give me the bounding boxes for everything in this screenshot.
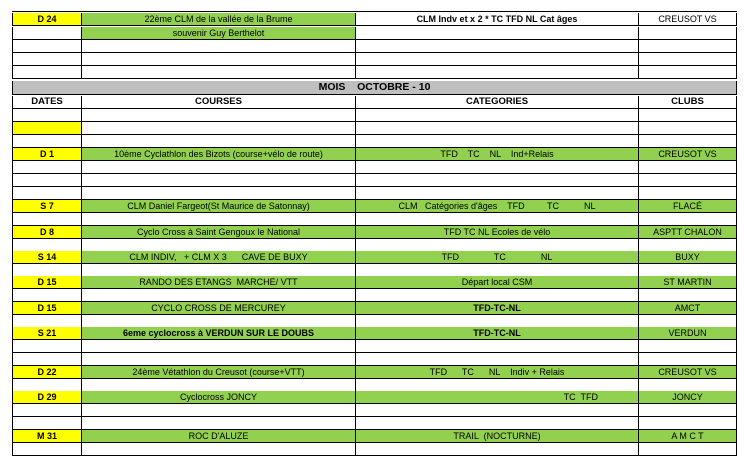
date-cell: S 21 bbox=[12, 327, 82, 340]
table-row bbox=[12, 366, 737, 379]
categories-cell: CLM Indv et x 2 * TC TFD NL Cat âges bbox=[356, 13, 639, 26]
table-row bbox=[12, 13, 737, 26]
header-categories: CATEGORIES bbox=[356, 96, 639, 109]
course-cell: 10ème Cyclathlon des Bizots (course+vélo de route) bbox=[82, 148, 356, 161]
empty-cell bbox=[82, 187, 356, 200]
empty-cell bbox=[639, 161, 737, 174]
empty-cell bbox=[356, 213, 639, 226]
empty-cell bbox=[356, 404, 639, 417]
table-row bbox=[12, 430, 737, 443]
empty-cell bbox=[12, 443, 82, 456]
empty-cell bbox=[639, 213, 737, 226]
club-cell: CREUSOT VS bbox=[639, 366, 737, 379]
empty-cell bbox=[639, 443, 737, 456]
empty-cell bbox=[639, 66, 737, 79]
empty-cell bbox=[12, 40, 82, 53]
date-cell: D 24 bbox=[12, 13, 82, 26]
empty-row bbox=[12, 135, 737, 148]
empty-row bbox=[12, 289, 737, 302]
date-cell: S 7 bbox=[12, 200, 82, 213]
empty-cell bbox=[356, 353, 639, 366]
table-row bbox=[12, 148, 737, 161]
empty-cell bbox=[356, 443, 639, 456]
club-cell: AMCT bbox=[639, 302, 737, 315]
empty-cell bbox=[356, 135, 639, 148]
empty-cell bbox=[12, 289, 82, 302]
categories-cell: TC TFD bbox=[356, 391, 639, 404]
categories-cell: TFD TC NL Ecoles de vélo bbox=[356, 226, 639, 239]
table-row bbox=[12, 200, 737, 213]
date-cell: D 1 bbox=[12, 148, 82, 161]
empty-cell bbox=[356, 340, 639, 353]
empty-cell bbox=[639, 187, 737, 200]
empty-cell bbox=[356, 187, 639, 200]
empty-row bbox=[12, 66, 737, 79]
empty-cell bbox=[82, 135, 356, 148]
header-dates: DATES bbox=[12, 96, 82, 109]
categories-cell: TFD-TC-NL bbox=[356, 327, 639, 340]
date-cell bbox=[12, 27, 82, 40]
empty-row bbox=[12, 404, 737, 417]
empty-cell bbox=[12, 109, 82, 122]
club-cell: A M C T bbox=[639, 430, 737, 443]
date-cell: M 31 bbox=[12, 430, 82, 443]
empty-cell bbox=[82, 353, 356, 366]
empty-cell bbox=[639, 109, 737, 122]
empty-cell bbox=[12, 135, 82, 148]
course-cell: Cyclo Cross à Saint Gengoux le National bbox=[82, 226, 356, 239]
empty-cell bbox=[12, 187, 82, 200]
empty-cell bbox=[356, 66, 639, 79]
categories-cell: TFD TC NL Ind+Relais bbox=[356, 148, 639, 161]
month-title: MOIS OCTOBRE - 10 bbox=[12, 81, 737, 95]
empty-row bbox=[12, 213, 737, 226]
club-cell: BUXY bbox=[639, 251, 737, 264]
empty-cell bbox=[12, 66, 82, 79]
categories-cell: CLM Catégories d'âges TFD TC NL bbox=[356, 200, 639, 213]
empty-cell bbox=[639, 174, 737, 187]
header-courses: COURSES bbox=[82, 96, 356, 109]
empty-cell bbox=[82, 40, 356, 53]
club-cell: ASPTT CHALON bbox=[639, 226, 737, 239]
empty-cell bbox=[356, 174, 639, 187]
empty-cell bbox=[82, 340, 356, 353]
header-clubs: CLUBS bbox=[639, 96, 737, 109]
empty-cell bbox=[639, 404, 737, 417]
course-cell: Cyclocross JONCY bbox=[82, 391, 356, 404]
empty-cell bbox=[639, 135, 737, 148]
categories-cell: Départ local CSM bbox=[356, 276, 639, 289]
month-row bbox=[12, 81, 737, 94]
empty-cell bbox=[356, 417, 639, 430]
empty-cell bbox=[356, 109, 639, 122]
empty-cell bbox=[82, 53, 356, 66]
club-cell bbox=[639, 27, 737, 40]
empty-row bbox=[12, 109, 737, 122]
header-row bbox=[12, 96, 737, 109]
course-cell: RANDO DES ETANGS MARCHE/ VTT bbox=[82, 276, 356, 289]
course-cell: souvenir Guy Berthelot bbox=[82, 27, 356, 40]
empty-cell bbox=[12, 174, 82, 187]
empty-cell bbox=[12, 353, 82, 366]
empty-cell bbox=[356, 53, 639, 66]
categories-cell bbox=[356, 27, 639, 40]
table-row bbox=[12, 226, 737, 239]
empty-cell bbox=[356, 161, 639, 174]
empty-cell bbox=[82, 122, 356, 135]
table-row bbox=[12, 391, 737, 404]
empty-cell bbox=[356, 289, 639, 302]
course-cell: CLM INDIV, + CLM X 3 CAVE DE BUXY bbox=[82, 251, 356, 264]
table-row bbox=[12, 302, 737, 315]
empty-cell bbox=[12, 417, 82, 430]
course-cell: 22ème CLM de la vallée de la Brume bbox=[82, 13, 356, 26]
club-cell: FLACÉ bbox=[639, 200, 737, 213]
empty-row bbox=[12, 122, 737, 135]
empty-cell bbox=[82, 213, 356, 226]
date-cell: D 22 bbox=[12, 366, 82, 379]
empty-row bbox=[12, 40, 737, 53]
empty-cell bbox=[639, 40, 737, 53]
date-cell: D 8 bbox=[12, 226, 82, 239]
categories-cell: TFD-TC-NL bbox=[356, 302, 639, 315]
empty-cell bbox=[639, 53, 737, 66]
course-cell: 24ème Vétathlon du Creusot (course+VTT) bbox=[82, 366, 356, 379]
top-border bbox=[12, 11, 737, 12]
empty-cell bbox=[12, 213, 82, 226]
club-cell: CREUSOT VS bbox=[639, 148, 737, 161]
empty-cell bbox=[639, 289, 737, 302]
empty-row bbox=[12, 340, 737, 353]
date-cell: D 15 bbox=[12, 276, 82, 289]
empty-cell bbox=[82, 404, 356, 417]
course-cell: CYCLO CROSS DE MERCUREY bbox=[82, 302, 356, 315]
categories-cell: TRAIL (NOCTURNE) bbox=[356, 430, 639, 443]
empty-cell bbox=[82, 161, 356, 174]
club-cell: JONCY bbox=[639, 391, 737, 404]
empty-cell bbox=[82, 109, 356, 122]
empty-row bbox=[12, 53, 737, 66]
course-cell: ROC D'ALUZE bbox=[82, 430, 356, 443]
empty-cell bbox=[356, 122, 639, 135]
empty-cell bbox=[639, 417, 737, 430]
empty-cell bbox=[639, 340, 737, 353]
empty-row bbox=[12, 174, 737, 187]
empty-cell bbox=[12, 161, 82, 174]
date-cell: D 15 bbox=[12, 302, 82, 315]
empty-row bbox=[12, 161, 737, 174]
empty-cell bbox=[639, 353, 737, 366]
date-cell: D 29 bbox=[12, 391, 82, 404]
empty-row bbox=[12, 443, 737, 456]
empty-cell bbox=[82, 174, 356, 187]
club-cell: ST MARTIN bbox=[639, 276, 737, 289]
date-cell: S 14 bbox=[12, 251, 82, 264]
empty-row bbox=[12, 353, 737, 366]
empty-cell bbox=[82, 417, 356, 430]
club-cell: VERDUN bbox=[639, 327, 737, 340]
course-cell: CLM Daniel Fargeot(St Maurice de Satonnay) bbox=[82, 200, 356, 213]
empty-row bbox=[12, 417, 737, 430]
empty-cell bbox=[12, 404, 82, 417]
empty-cell bbox=[12, 340, 82, 353]
table-row bbox=[12, 276, 737, 289]
empty-cell bbox=[82, 443, 356, 456]
categories-cell: TFD TC NL bbox=[356, 251, 639, 264]
empty-cell bbox=[82, 66, 356, 79]
empty-row bbox=[12, 187, 737, 200]
table-row bbox=[12, 251, 737, 264]
empty-cell bbox=[356, 40, 639, 53]
categories-cell: TFD TC NL Indiv + Relais bbox=[356, 366, 639, 379]
course-cell: 6eme cyclocross à VERDUN SUR LE DOUBS bbox=[82, 327, 356, 340]
empty-cell bbox=[82, 289, 356, 302]
empty-cell bbox=[639, 122, 737, 135]
table-row bbox=[12, 327, 737, 340]
empty-cell bbox=[12, 53, 82, 66]
table-row bbox=[12, 27, 737, 40]
club-cell: CREUSOT VS bbox=[639, 13, 737, 26]
empty-cell bbox=[12, 122, 82, 135]
